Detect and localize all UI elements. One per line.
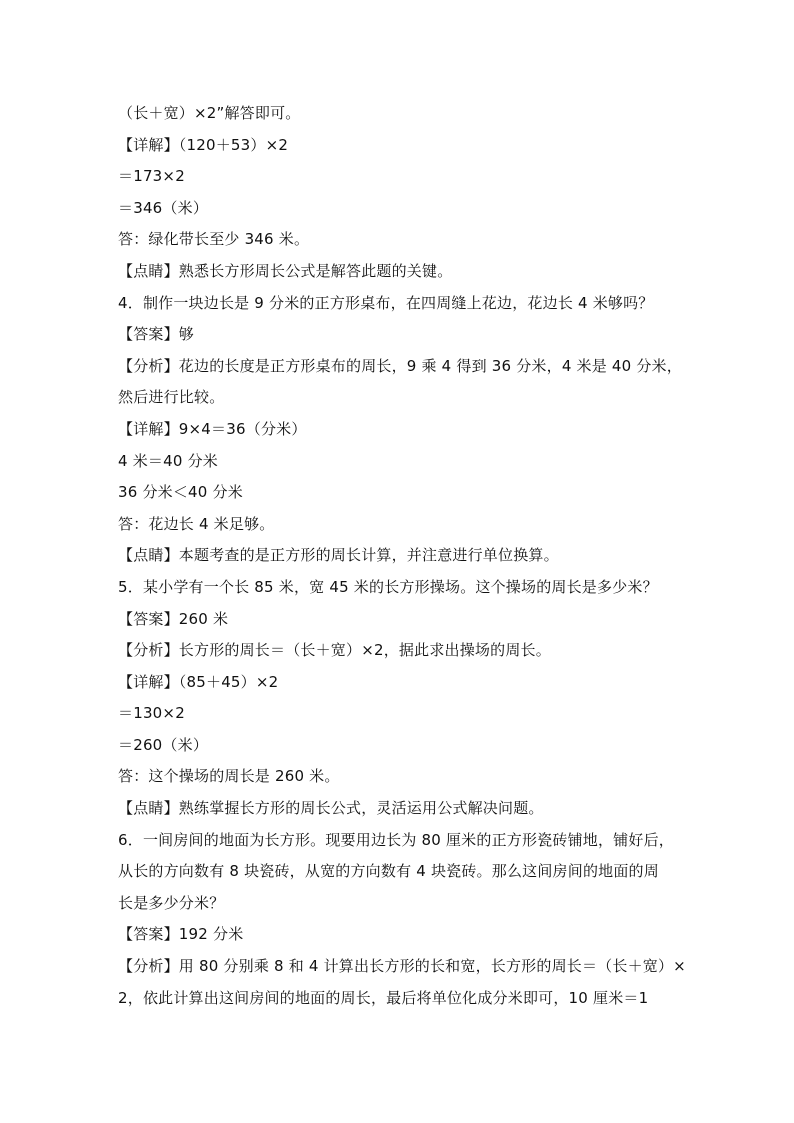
question-4: 4．制作一块边长是 9 分米的正方形桌布，在四周缝上花边，花边长 4 米够吗？ xyxy=(118,293,654,312)
text-line: 答：绿化带长至少 346 米。 xyxy=(118,230,310,249)
text-line: ＝346（米） xyxy=(118,198,209,217)
text-line: 【详解】（85＋45）×2 xyxy=(118,672,279,691)
text-line: 【点睛】熟悉长方形周长公式是解答此题的关键。 xyxy=(118,261,453,280)
text-line: 【点睛】熟练掌握长方形的周长公式，灵活运用公式解决问题。 xyxy=(118,799,544,818)
text-line: 2，依此计算出这间房间的地面的周长，最后将单位化成分米即可，10 厘米＝1 xyxy=(118,988,649,1007)
text-line: 【分析】花边的长度是正方形桌布的周长，9 乘 4 得到 36 分米，4 米是 40 分米， xyxy=(118,356,682,375)
text-line: 4 米＝40 分米 xyxy=(118,451,218,470)
text-line: （长＋宽）×2”解答即可。 xyxy=(118,104,301,122)
text-line: 36 分米＜40 分米 xyxy=(118,483,243,502)
text-line: ＝173×2 xyxy=(118,167,185,186)
text-line: 从长的方向数有 8 块瓷砖，从宽的方向数有 4 块瓷砖。那么这间房间的地面的周 xyxy=(118,862,659,881)
text-line: 【点睛】本题考查的是正方形的周长计算，并注意进行单位换算。 xyxy=(118,546,559,565)
question-5: 5．某小学有一个长 85 米，宽 45 米的长方形操场。这个操场的周长是多少米？ xyxy=(118,577,658,596)
text-line: 然后进行比较。 xyxy=(118,388,225,407)
text-line: 【答案】192 分米 xyxy=(118,925,244,944)
text-line: 答：这个操场的周长是 260 米。 xyxy=(118,767,340,786)
text-line: 【详解】9×4＝36（分米） xyxy=(118,419,307,438)
document-body xyxy=(118,98,686,1014)
text-line: 【分析】用 80 分别乘 8 和 4 计算出长方形的长和宽，长方形的周长＝（长＋宽）× xyxy=(118,957,686,976)
text-line: 【答案】260 米 xyxy=(118,609,229,628)
text-line: 答：花边长 4 米足够。 xyxy=(118,514,275,533)
text-line: 【答案】够 xyxy=(118,325,195,344)
text-line: 长是多少分米？ xyxy=(118,893,225,912)
text-line: 【详解】（120＋53）×2 xyxy=(118,135,289,154)
text-line: ＝260（米） xyxy=(118,735,209,754)
text-line: ＝130×2 xyxy=(118,704,185,723)
text-line: 【分析】长方形的周长＝（长＋宽）×2，据此求出操场的周长。 xyxy=(118,641,551,660)
question-6: 6．一间房间的地面为长方形。现要用边长为 80 厘米的正方形瓷砖铺地，铺好后， xyxy=(118,830,674,849)
